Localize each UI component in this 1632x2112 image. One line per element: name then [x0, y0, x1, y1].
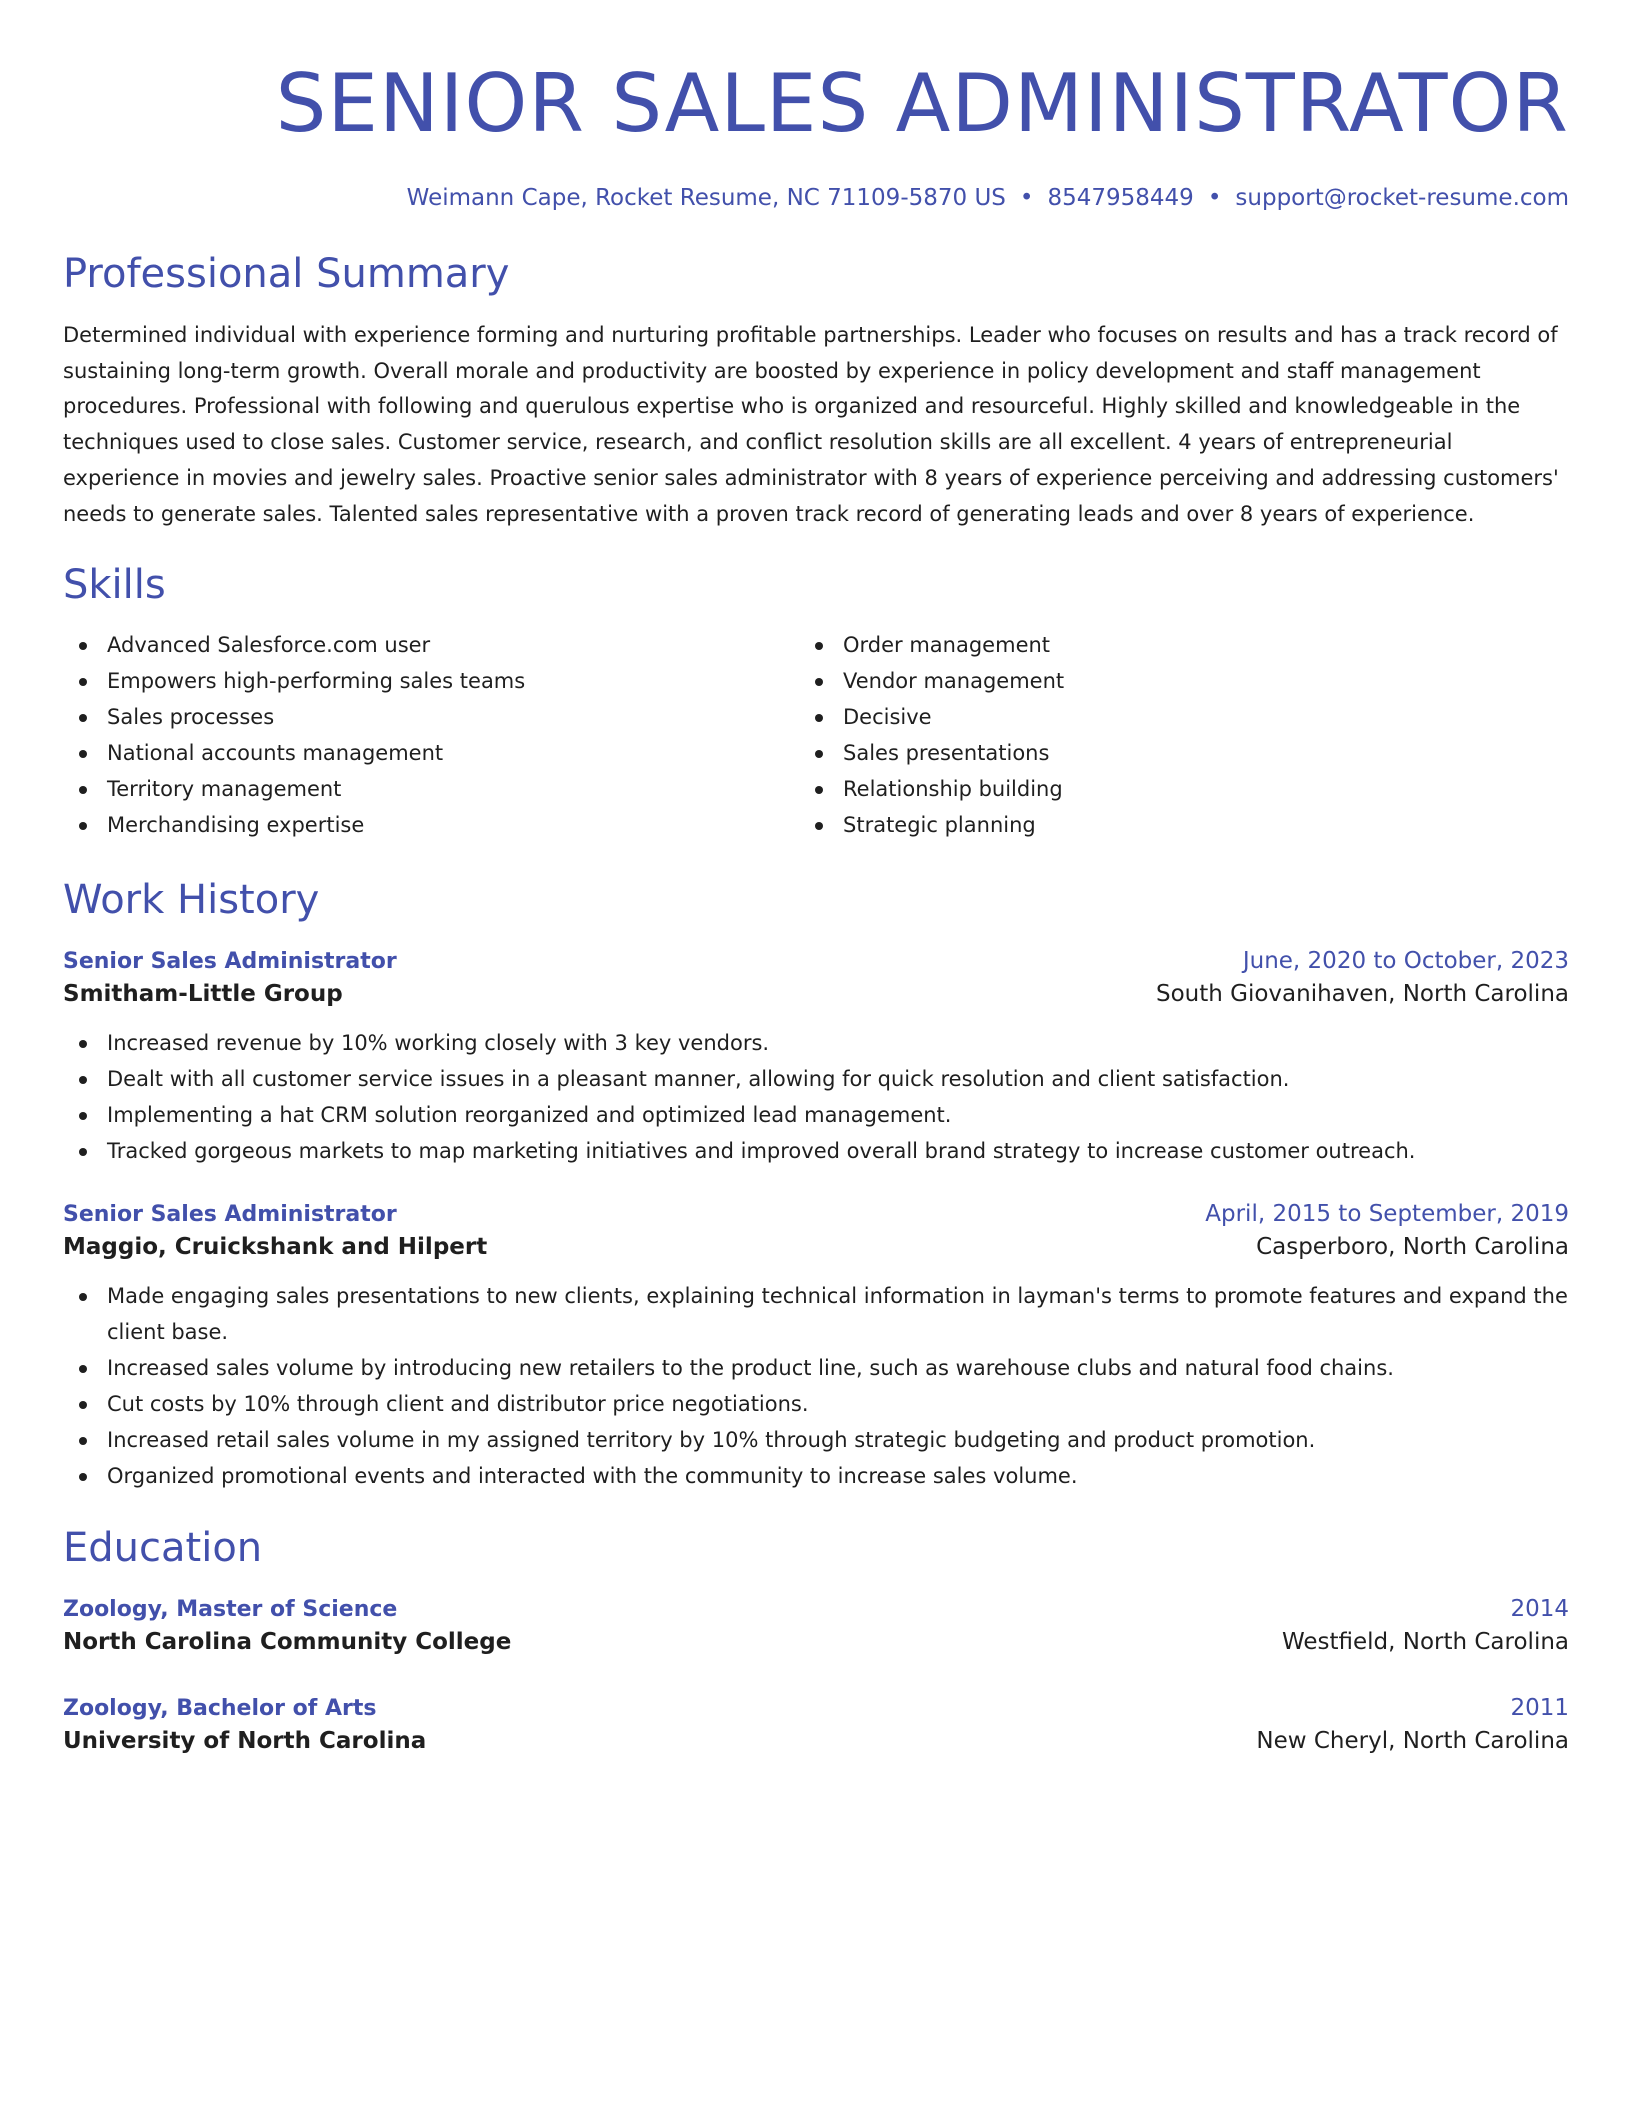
- job-dates: April, 2015 to September, 2019: [1205, 1201, 1569, 1228]
- job-entry: [63, 1199, 1569, 1494]
- education-school: North Carolina Community College: [63, 1629, 512, 1656]
- skill-item: Advanced Salesforce.com user: [63, 627, 799, 663]
- education-entry: [63, 1594, 1569, 1659]
- skills-column-right: [799, 627, 1535, 843]
- skill-item: Relationship building: [799, 771, 1535, 807]
- job-bullet: Increased revenue by 10% working closely with 3 key vendors.: [63, 1025, 1569, 1061]
- skill-item: Territory management: [63, 771, 799, 807]
- skill-item: Empowers high-performing sales teams: [63, 663, 799, 699]
- skill-item: Decisive: [799, 699, 1535, 735]
- contact-email[interactable]: support@rocket-resume.com: [1235, 185, 1569, 211]
- skill-item: Order management: [799, 627, 1535, 663]
- contact-separator: •: [1207, 185, 1222, 211]
- skill-item: Strategic planning: [799, 807, 1535, 843]
- job-bullet: Organized promotional events and interacted with the community to increase sales volume.: [63, 1458, 1569, 1494]
- job-bullets: [63, 1025, 1569, 1169]
- contact-line: [63, 184, 1569, 212]
- education-header-row: [63, 1594, 1569, 1625]
- job-company: Smitham-Little Group: [63, 981, 343, 1008]
- education-degree: Zoology, Master of Science: [63, 1597, 398, 1623]
- job-company: Maggio, Cruickshank and Hilpert: [63, 1234, 488, 1261]
- job-location: Casperboro, North Carolina: [1256, 1234, 1569, 1261]
- contact-address: Weimann Cape, Rocket Resume, NC 71109-5870 US: [406, 185, 1006, 211]
- skill-item: Sales presentations: [799, 735, 1535, 771]
- education-entry: [63, 1693, 1569, 1758]
- education-heading: Education: [63, 1525, 263, 1572]
- skill-item: National accounts management: [63, 735, 799, 771]
- job-subheader-row: [63, 977, 1569, 1011]
- job-bullet: Tracked gorgeous markets to map marketing initiatives and improved overall brand strategy to increase customer outreach.: [63, 1133, 1569, 1169]
- summary-heading: Professional Summary: [63, 251, 510, 297]
- skill-item: Vendor management: [799, 663, 1535, 699]
- education-subheader-row: [63, 1724, 1569, 1758]
- job-bullet: Increased retail sales volume in my assigned territory by 10% through strategic budgeting and product promotion.: [63, 1422, 1569, 1458]
- education-year: 2011: [1510, 1695, 1569, 1722]
- job-bullet: Dealt with all customer service issues in a pleasant manner, allowing for quick resolution and client satisfaction.: [63, 1061, 1569, 1097]
- job-dates: June, 2020 to October, 2023: [1242, 948, 1569, 975]
- work-history-heading: Work History: [63, 877, 320, 924]
- education-header-row: [63, 1693, 1569, 1724]
- skills-heading: Skills: [63, 562, 166, 609]
- education-location: New Cheryl, North Carolina: [1256, 1728, 1569, 1755]
- contact-separator: •: [1019, 185, 1034, 211]
- job-bullet: Made engaging sales presentations to new clients, explaining technical information in layman's terms to promote features and expand the client base.: [63, 1278, 1569, 1350]
- job-header-row: [63, 1199, 1569, 1230]
- job-header-row: [63, 946, 1569, 977]
- education-degree: Zoology, Bachelor of Arts: [63, 1696, 377, 1722]
- education-school: University of North Carolina: [63, 1728, 427, 1755]
- contact-phone: 8547958449: [1047, 185, 1194, 211]
- job-entry: [63, 946, 1569, 1169]
- job-bullets: [63, 1278, 1569, 1494]
- education-location: Westfield, North Carolina: [1281, 1629, 1569, 1656]
- summary-text: Determined individual with experience forming and nurturing profitable partnerships. Leader who focuses on results and has a track record of sustaining long-term growth. Overall morale and productivity are boosted by experience in policy development and staff management procedures. Professional with following and querulous expertise who is organized and resourceful. Highly skilled and knowledgeable in the techniques used to close sales. Customer service, research, and conflict resolution skills are all excellent. 4 years of entrepreneurial experience in movies and jewelry sales. Proactive senior sales administrator with 8 years of experience perceiving and addressing customers' needs to generate sales. Talented sales representative with a proven track record of generating leads and over 8 years of experience.: [63, 323, 1559, 526]
- education-year: 2014: [1510, 1596, 1569, 1623]
- job-bullet: Implementing a hat CRM solution reorganized and optimized lead management.: [63, 1097, 1569, 1133]
- resume-name-title: SENIOR SALES ADMINISTRATOR: [275, 57, 1569, 150]
- job-bullet: Cut costs by 10% through client and distributor price negotiations.: [63, 1386, 1569, 1422]
- job-role: Senior Sales Administrator: [63, 1202, 397, 1228]
- skill-item: Merchandising expertise: [63, 807, 799, 843]
- skills-column-left: [63, 627, 799, 843]
- skills-list: [63, 627, 1569, 843]
- education-subheader-row: [63, 1625, 1569, 1659]
- job-location: South Giovanihaven, North Carolina: [1155, 981, 1569, 1008]
- job-subheader-row: [63, 1230, 1569, 1264]
- job-bullet: Increased sales volume by introducing new retailers to the product line, such as warehouse clubs and natural food chains.: [63, 1350, 1569, 1386]
- job-role: Senior Sales Administrator: [63, 949, 397, 975]
- skill-item: Sales processes: [63, 699, 799, 735]
